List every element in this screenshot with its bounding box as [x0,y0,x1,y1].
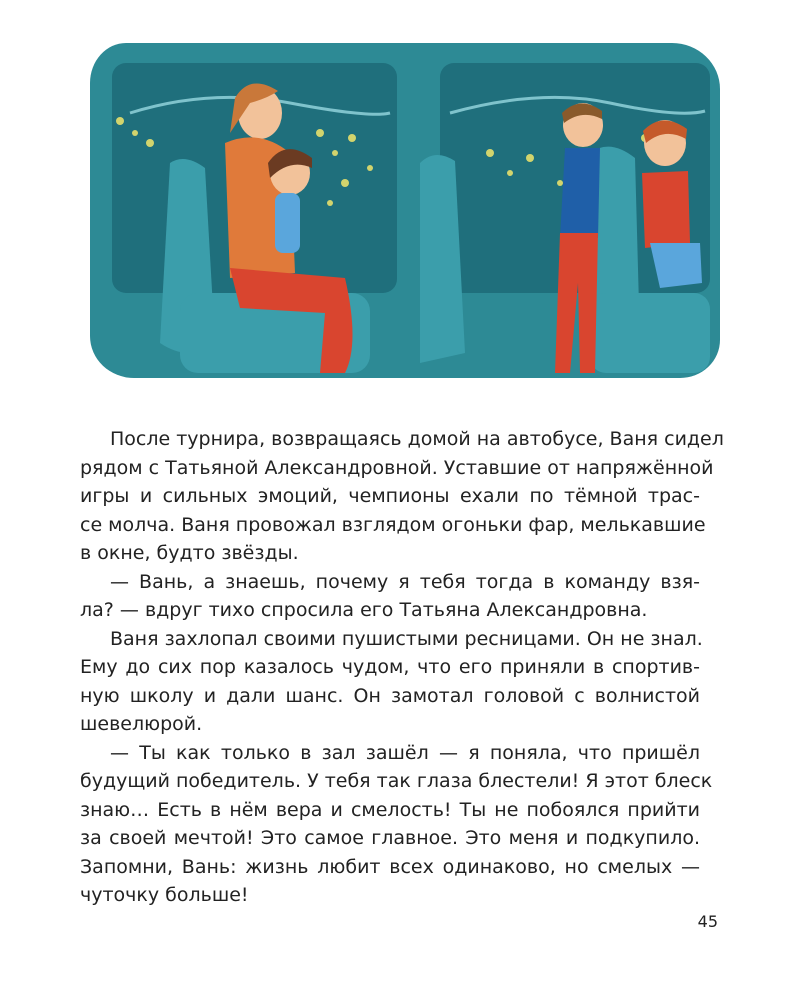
text-line: Запомни, Вань: жизнь любит всех одинаково, но смелых — [80,855,700,878]
text-line: Ему до сих пор казалось чудом, что его приняли в спортив- [80,656,700,678]
paragraph-2 [80,568,700,625]
story-text [80,425,724,910]
bus-scene-image [90,43,720,378]
text-line: будущий победитель. У тебя так глаза блестели! Я этот блеск [80,770,713,792]
text-line: — Ты как только в зал зашёл — я поняла, что пришёл [110,741,700,764]
page-number: 45 [697,912,718,931]
text-line: После турнира, возвращаясь домой на автобусе, Ваня сидел [110,428,724,450]
text-line: чуточку больше! [80,884,249,906]
paragraph-3 [80,625,703,739]
text-line: рядом с Татьяной Александровной. Уставшие от напряжённой [80,456,714,479]
text-line: се молча. Ваня провожал взглядом огоньки фар, мелькавшие [80,513,706,536]
story-illustration [90,43,720,378]
text-line: — Вань, а знаешь, почему я тебя тогда в команду взя- [110,570,700,593]
text-line: шевелюрой. [80,713,203,735]
text-line: игры и сильных эмоций, чемпионы ехали по тёмной трас- [80,485,700,507]
paragraph-4 [80,739,713,910]
text-line: Ваня захлопал своими пушистыми ресницами. Он не знал. [110,627,703,650]
text-line: за своей мечтой! Это самое главное. Это меня и подкупило. [80,827,700,849]
text-line: ную школу и дали шанс. Он замотал головой с волнистой [80,684,700,707]
text-line: в окне, будто звёзды. [80,542,299,564]
text-line: ла? — вдруг тихо спросила его Татьяна Александровна. [80,599,648,621]
text-line: знаю… Есть в нём вера и смелость! Ты не побоялся прийти [80,798,700,821]
paragraph-1 [80,425,724,568]
